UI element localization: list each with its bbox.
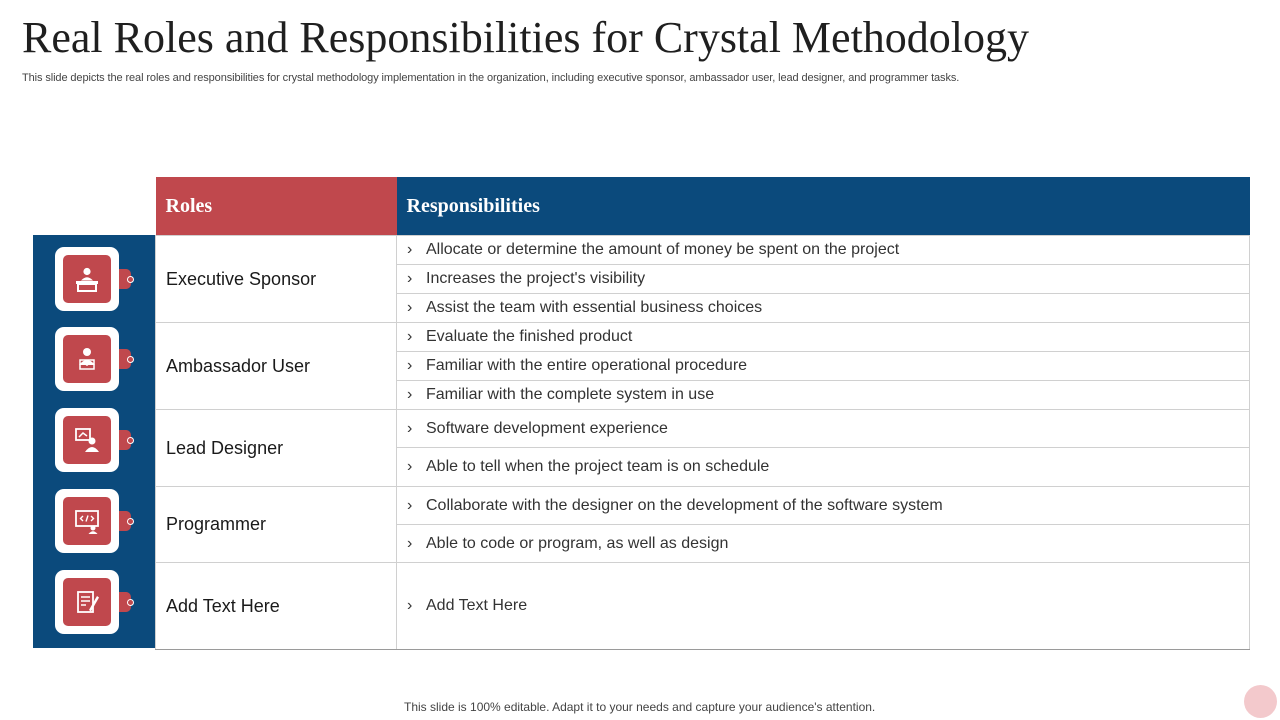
table-row	[156, 410, 1250, 448]
notepad-pen-icon	[73, 588, 101, 616]
responsibility-item: › Evaluate the finished product	[397, 323, 1250, 352]
ambassador-user-icon-tile	[55, 327, 119, 391]
lead-designer-icon-tile	[55, 408, 119, 472]
code-monitor-icon	[73, 507, 101, 535]
responsibility-item: › Collaborate with the designer on the development of the software system	[397, 487, 1250, 525]
table-row	[156, 236, 1250, 265]
chevron-right-icon: ›	[407, 299, 413, 316]
responsibility-item: › Add Text Here	[397, 563, 1250, 650]
responsibility-item: › Allocate or determine the amount of money be spent on the project	[397, 236, 1250, 265]
chevron-right-icon: ›	[407, 328, 413, 345]
chevron-right-icon: ›	[407, 386, 413, 403]
table-row	[156, 323, 1250, 352]
role-programmer: Programmer	[156, 487, 397, 563]
responsibility-item: › Familiar with the entire operational procedure	[397, 352, 1250, 381]
programmer-icon-tile	[55, 489, 119, 553]
chevron-right-icon: ›	[407, 357, 413, 374]
executive-desk-icon	[73, 265, 101, 293]
chevron-right-icon: ›	[407, 496, 413, 514]
responsibility-item: › Able to code or program, as well as design	[397, 525, 1250, 563]
chevron-right-icon: ›	[407, 597, 413, 614]
responsibility-item: › Familiar with the complete system in use	[397, 381, 1250, 410]
icon-strip	[33, 235, 155, 648]
table-row	[156, 487, 1250, 525]
chevron-right-icon: ›	[407, 458, 413, 475]
roles-header: Roles	[156, 177, 397, 236]
chevron-right-icon: ›	[407, 534, 413, 552]
chevron-right-icon: ›	[407, 270, 413, 287]
role-executive-sponsor: Executive Sponsor	[156, 236, 397, 323]
responsibility-item: › Able to tell when the project team is on schedule	[397, 448, 1250, 487]
role-ambassador-user: Ambassador User	[156, 323, 397, 410]
slide-title: Real Roles and Responsibilities for Crystal Methodology	[22, 13, 1030, 62]
add-text-icon-tile	[55, 570, 119, 634]
responsibility-item: › Increases the project's visibility	[397, 265, 1250, 294]
role-add-text: Add Text Here	[156, 563, 397, 650]
slide-subtitle: This slide depicts the real roles and responsibilities for crystal methodology implementation in the organization, including executive sponsor, ambassador user, lead designer, and programmer tasks.	[22, 72, 960, 84]
role-lead-designer: Lead Designer	[156, 410, 397, 487]
corner-decoration	[1244, 685, 1277, 718]
responsibility-item: › Software development experience	[397, 410, 1250, 448]
table-header-row	[156, 177, 1250, 236]
table-row	[156, 563, 1250, 650]
slide-footer: This slide is 100% editable. Adapt it to your needs and capture your audience's attention.	[404, 700, 876, 714]
user-laptop-icon	[73, 345, 101, 373]
responsibility-item: › Assist the team with essential business choices	[397, 294, 1250, 323]
chevron-right-icon: ›	[407, 241, 413, 258]
roles-responsibilities-table	[155, 177, 1250, 650]
executive-sponsor-icon-tile	[55, 247, 119, 311]
responsibilities-header: Responsibilities	[397, 177, 1250, 236]
chevron-right-icon: ›	[407, 419, 413, 437]
designer-presentation-icon	[73, 426, 101, 454]
